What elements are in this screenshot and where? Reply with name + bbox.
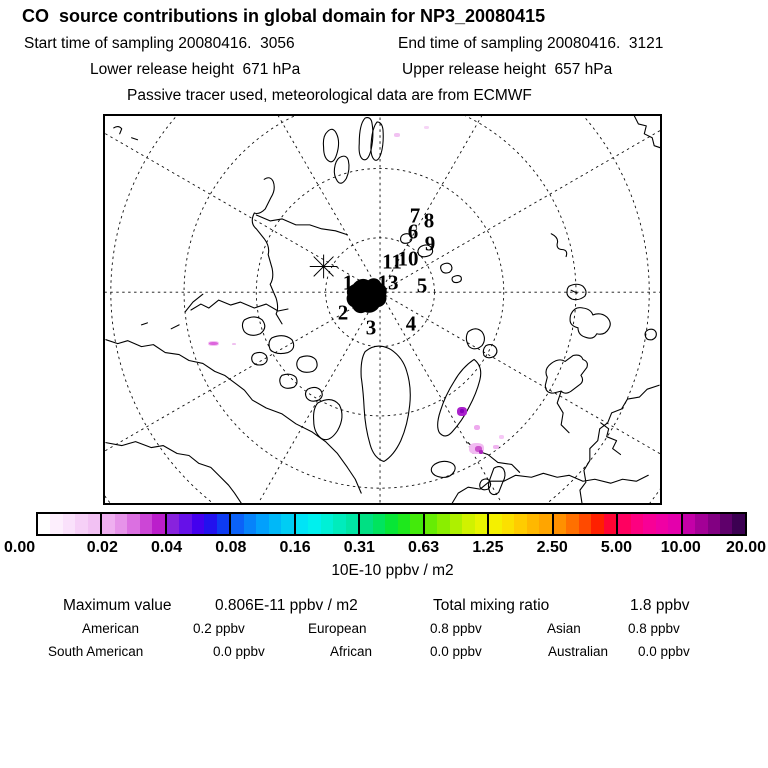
- colorbar-cell: [502, 514, 514, 534]
- colorbar-segment: [100, 514, 164, 534]
- map-panel: [103, 114, 662, 505]
- station-number-13: 13: [377, 270, 399, 295]
- colorbar-segment: [358, 514, 422, 534]
- region-value-european: 0.8 ppbv: [430, 621, 482, 636]
- colorbar-cell: [38, 514, 50, 534]
- concentration-speck: [209, 342, 218, 345]
- colorbar-cell: [437, 514, 449, 534]
- station-number-7: 7: [409, 203, 421, 228]
- colorbar-cell: [720, 514, 732, 534]
- colorbar-cell: [539, 514, 551, 534]
- colorbar-cell: [88, 514, 100, 534]
- colorbar-cell: [643, 514, 655, 534]
- station-number-1: 1: [342, 270, 354, 295]
- colorbar-cell: [708, 514, 720, 534]
- colorbar-cell: [167, 514, 179, 534]
- tracer-note-text: Passive tracer used, meteorological data are from ECMWF: [127, 87, 532, 104]
- colorbar-cell: [115, 514, 127, 534]
- colorbar-unit-label: 10E-10 ppbv / m2: [331, 562, 454, 579]
- concentration-speck: [232, 343, 236, 345]
- colorbar-cell: [631, 514, 643, 534]
- colorbar-cell: [179, 514, 191, 534]
- graticule: [105, 116, 660, 503]
- total-ratio-value: 1.8 ppbv: [630, 597, 690, 614]
- colorbar-segment: [487, 514, 551, 534]
- colorbar-cell: [410, 514, 422, 534]
- colorbar-cell: [296, 514, 308, 534]
- colorbar-tick: 0.08: [215, 539, 247, 556]
- colorbar-tick: 0.31: [343, 539, 375, 556]
- station-number-11: 11: [382, 249, 402, 274]
- station-number-5: 5: [416, 273, 428, 298]
- release-location-marker: [310, 255, 338, 279]
- colorbar-cell: [683, 514, 695, 534]
- colorbar-cell: [217, 514, 229, 534]
- colorbar-cell: [256, 514, 268, 534]
- colorbar-cell: [373, 514, 385, 534]
- colorbar-segment: [229, 514, 293, 534]
- colorbar-cell: [579, 514, 591, 534]
- colorbar-cell: [385, 514, 397, 534]
- region-label-european: European: [308, 621, 367, 636]
- region-label-australian: Australian: [548, 644, 609, 659]
- colorbar-cell: [450, 514, 462, 534]
- colorbar-segment: [38, 514, 100, 534]
- colorbar-cell: [127, 514, 139, 534]
- concentration-speck: [460, 409, 464, 413]
- region-label-african: African: [330, 644, 373, 659]
- colorbar-cell: [604, 514, 616, 534]
- colorbar-tick: 0.02: [86, 539, 118, 556]
- colorbar-tick: 5.00: [600, 539, 633, 556]
- station-number-2: 2: [337, 300, 349, 325]
- total-ratio-label: Total mixing ratio: [433, 597, 550, 614]
- station-number-9: 9: [424, 231, 436, 256]
- colorbar: [36, 512, 747, 536]
- colorbar-cell: [732, 514, 744, 534]
- coastlines: [106, 116, 660, 503]
- station-number-8: 8: [423, 208, 435, 233]
- max-value-label: Maximum value: [63, 597, 172, 614]
- upper-release-text: Upper release height 657 hPa: [402, 61, 613, 78]
- colorbar-cell: [489, 514, 501, 534]
- colorbar-segment: [294, 514, 358, 534]
- figure-title: CO source contributions in global domain for NP3_20080415: [22, 6, 546, 26]
- station-number-3: 3: [365, 315, 377, 340]
- lower-release-text: Lower release height 671 hPa: [90, 61, 301, 78]
- colorbar-tick: 10.00: [660, 539, 701, 556]
- colorbar-segment: [423, 514, 487, 534]
- colorbar-cell: [152, 514, 164, 534]
- colorbar-cell: [566, 514, 578, 534]
- region-value-asian: 0.8 ppbv: [628, 621, 680, 636]
- end-time-text: End time of sampling 20080416. 3121: [398, 35, 664, 52]
- concentration-speck: [394, 133, 400, 137]
- region-label-asian: Asian: [547, 621, 581, 636]
- colorbar-tick: 1.25: [472, 539, 504, 556]
- colorbar-tick: 0.63: [408, 539, 440, 556]
- colorbar-cell: [618, 514, 630, 534]
- concentration-speck: [474, 425, 480, 430]
- colorbar-tick: 0.04: [150, 539, 183, 556]
- colorbar-segment: [681, 514, 745, 534]
- start-time-text: Start time of sampling 20080416. 3056: [24, 35, 295, 52]
- colorbar-segment: [616, 514, 680, 534]
- station-number-4: 4: [405, 311, 417, 336]
- colorbar-cell: [346, 514, 358, 534]
- colorbar-cell: [360, 514, 372, 534]
- station-number-6: 6: [407, 219, 419, 244]
- colorbar-tick: 20.00: [725, 539, 766, 556]
- region-value-australian: 0.0 ppbv: [638, 644, 690, 659]
- colorbar-cell: [63, 514, 75, 534]
- colorbar-tick: 2.50: [536, 539, 568, 556]
- colorbar-cell: [269, 514, 281, 534]
- colorbar-cell: [656, 514, 668, 534]
- colorbar-segment: [165, 514, 229, 534]
- colorbar-cell: [308, 514, 320, 534]
- colorbar-cell: [554, 514, 566, 534]
- colorbar-cell: [527, 514, 539, 534]
- max-value-number: 0.806E-11 ppbv / m2: [215, 597, 358, 614]
- colorbar-swatches: [38, 514, 745, 534]
- colorbar-cell: [333, 514, 345, 534]
- colorbar-cell: [321, 514, 333, 534]
- colorbar-cell: [695, 514, 707, 534]
- concentration-speck: [493, 445, 499, 449]
- map-svg: [105, 116, 660, 503]
- colorbar-segment: [552, 514, 616, 534]
- colorbar-cell: [591, 514, 603, 534]
- colorbar-cell: [462, 514, 474, 534]
- colorbar-cell: [244, 514, 256, 534]
- colorbar-cell: [425, 514, 437, 534]
- colorbar-cell: [281, 514, 293, 534]
- colorbar-cell: [50, 514, 62, 534]
- region-value-american: 0.2 ppbv: [193, 621, 245, 636]
- colorbar-cell: [475, 514, 487, 534]
- colorbar-cell: [192, 514, 204, 534]
- colorbar-tick: 0.16: [279, 539, 311, 556]
- region-value-south-american: 0.0 ppbv: [213, 644, 265, 659]
- colorbar-cell: [668, 514, 680, 534]
- concentration-speck: [499, 435, 504, 439]
- region-value-african: 0.0 ppbv: [430, 644, 482, 659]
- station-number-10: 10: [397, 246, 419, 271]
- concentration-speck: [424, 126, 429, 129]
- colorbar-cell: [204, 514, 216, 534]
- concentration-speck: [479, 450, 483, 454]
- colorbar-cell: [102, 514, 114, 534]
- colorbar-cell: [398, 514, 410, 534]
- colorbar-cell: [75, 514, 87, 534]
- region-label-south-american: South American: [48, 644, 144, 659]
- colorbar-cell: [140, 514, 152, 534]
- colorbar-cell: [231, 514, 243, 534]
- colorbar-cell: [514, 514, 526, 534]
- region-label-american: American: [82, 621, 140, 636]
- colorbar-tick: 0.00: [4, 539, 36, 556]
